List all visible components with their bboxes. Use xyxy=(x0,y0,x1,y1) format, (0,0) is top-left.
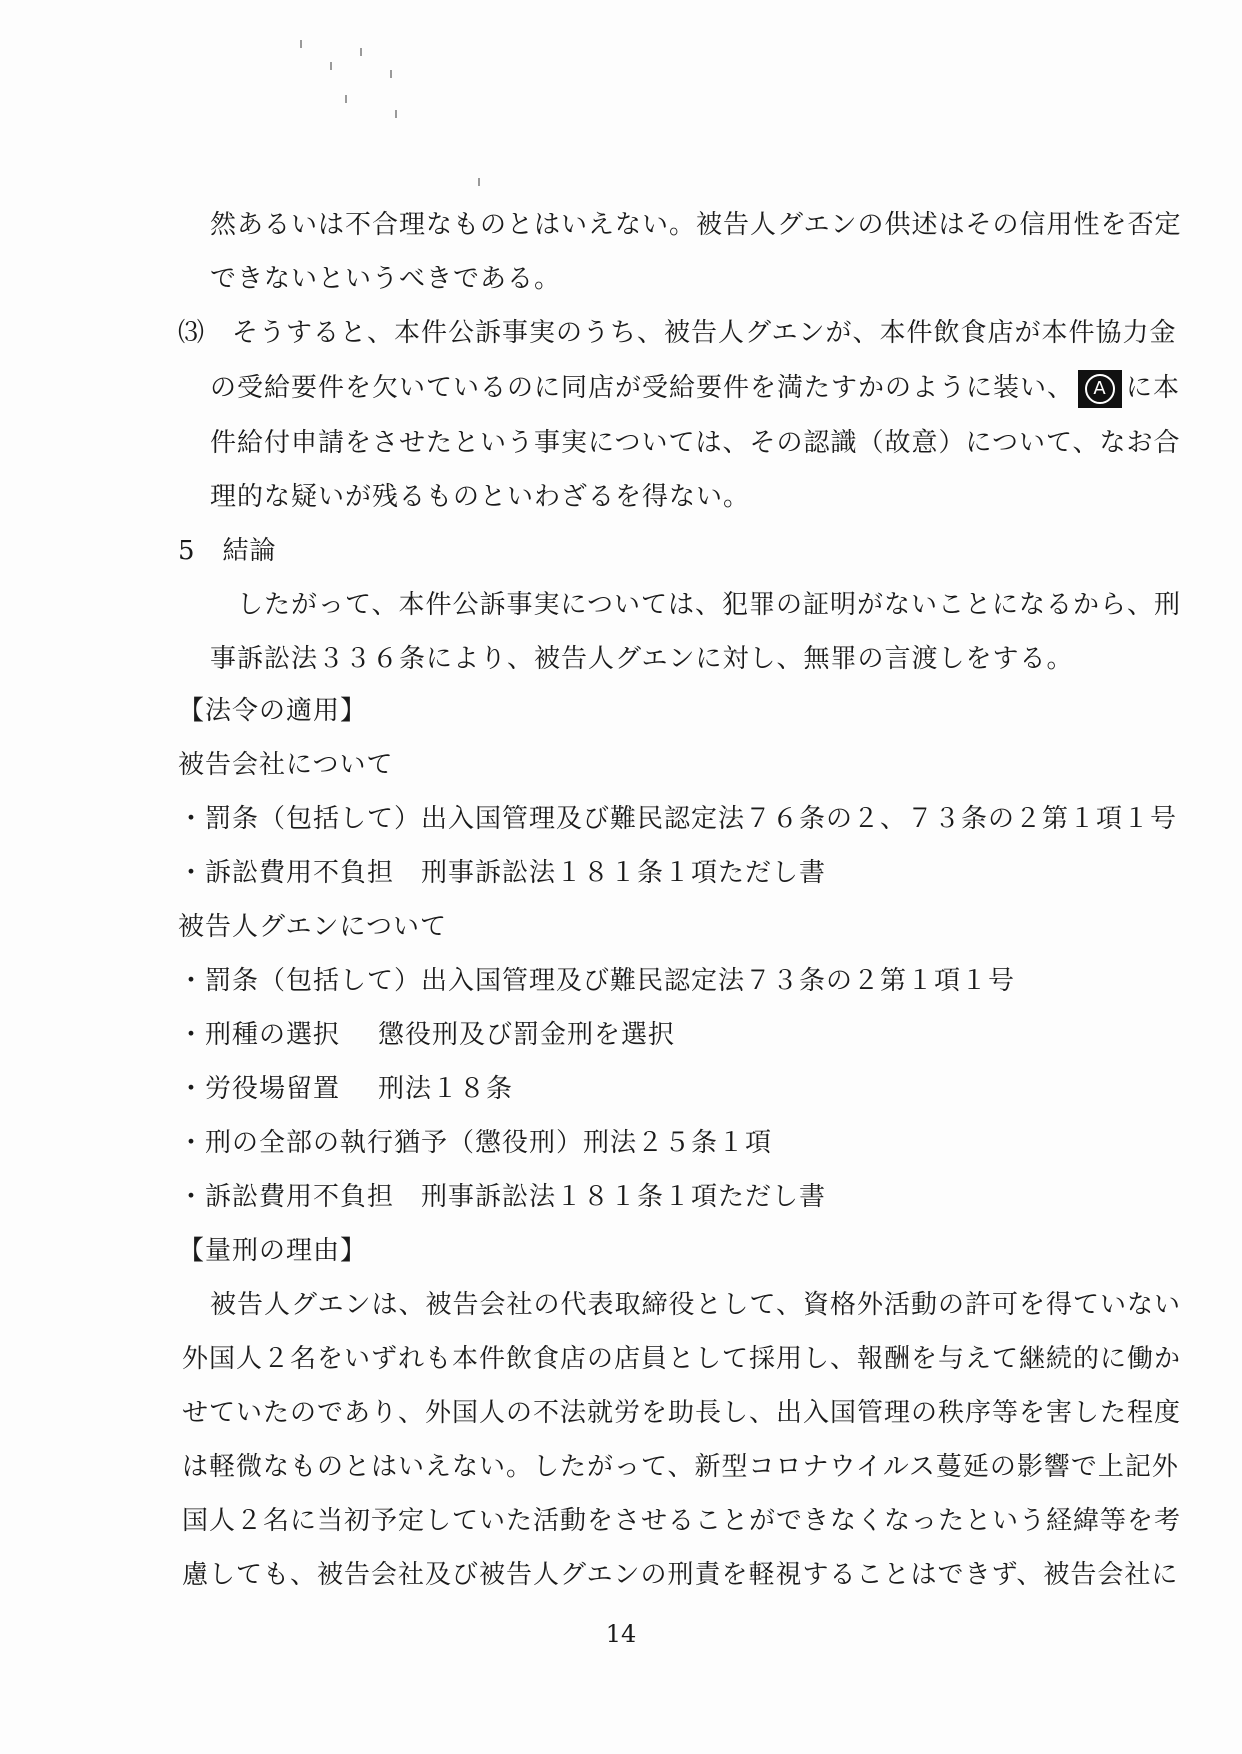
scan-speck xyxy=(300,40,302,48)
body-line-with-redaction xyxy=(210,370,1180,408)
subheading-defendant: 被告人グエンについて xyxy=(178,912,447,942)
scan-speck xyxy=(478,178,480,186)
body-line: 慮しても、被告会社及び被告人グエンの刑責を軽視することはできず、被告会社に xyxy=(182,1560,1179,1590)
scan-speck xyxy=(330,62,332,70)
body-line: 事訴訟法３３６条により、被告人グエンに対し、無罪の言渡しをする。 xyxy=(210,644,1074,674)
subheading-company: 被告会社について xyxy=(178,750,394,780)
body-line: せていたのであり、外国人の不法就労を助長し、出入国管理の秩序等を害した程度 xyxy=(182,1398,1182,1428)
law-item-value: 懲役刑及び罰金刑を選択 xyxy=(378,1020,676,1050)
scan-speck xyxy=(345,95,347,103)
body-line: 国人２名に当初予定していた活動をさせることができなくなったという経緯等を考 xyxy=(182,1506,1182,1536)
law-item-value: 刑法１８条 xyxy=(378,1074,514,1104)
scan-speck xyxy=(360,48,362,56)
law-item: ・罰条（包括して）出入国管理及び難民認定法７６条の２、７３条の２第１項１号 xyxy=(178,804,1178,834)
body-text: に本 xyxy=(1126,373,1181,403)
body-line: は軽微なものとはいえない。したがって、新型コロナウイルス蔓延の影響で上記外 xyxy=(182,1452,1179,1482)
law-item-sentence-choice xyxy=(178,1018,675,1052)
body-text: の受給要件を欠いているのに同店が受給要件を満たすかのように装い、 xyxy=(210,373,1075,403)
body-line: 被告人グエンは、被告会社の代表取締役として、資格外活動の許可を得ていない xyxy=(210,1290,1181,1320)
body-line: したがって、本件公訴事実については、犯罪の証明がないことになるから、刑 xyxy=(210,590,1181,620)
law-item: ・罰条（包括して）出入国管理及び難民認定法７３条の２第１項１号 xyxy=(178,966,1016,996)
redaction-marker: A xyxy=(1085,374,1115,404)
body-line: できないというべきである。 xyxy=(210,264,562,294)
redaction-badge xyxy=(1078,370,1122,408)
scan-speck xyxy=(390,70,392,78)
scan-speck xyxy=(395,110,397,118)
body-line: 然あるいは不合理なものとはいえない。被告人グエンの供述はその信用性を否定 xyxy=(210,210,1182,240)
section-5-heading: 5 結論 xyxy=(178,536,277,566)
law-item-label: ・刑種の選択 xyxy=(178,1020,341,1050)
body-line: 理的な疑いが残るものといわざるを得ない。 xyxy=(210,482,751,512)
law-item: ・刑の全部の執行猶予（懲役刑）刑法２５条１項 xyxy=(178,1128,773,1158)
section-heading-sentencing: 【量刑の理由】 xyxy=(178,1236,368,1266)
law-item-workhouse xyxy=(178,1072,513,1106)
body-line: 外国人２名をいずれも本件飲食店の店員として採用し、報酬を与えて継続的に働か xyxy=(182,1344,1182,1374)
body-line: 件給付申請をさせたという事実については、その認識（故意）について、なお合 xyxy=(210,428,1181,458)
section-3-heading: ⑶ そうすると、本件公訴事実のうち、被告人グエンが、本件飲食店が本件協力金 xyxy=(178,318,1177,348)
page-number: 14 xyxy=(605,1620,637,1648)
law-item: ・訴訟費用不負担 刑事訴訟法１８１条１項ただし書 xyxy=(178,858,827,888)
law-item: ・訴訟費用不負担 刑事訴訟法１８１条１項ただし書 xyxy=(178,1182,827,1212)
law-item-label: ・労役場留置 xyxy=(178,1074,341,1104)
section-heading-law: 【法令の適用】 xyxy=(178,696,368,726)
